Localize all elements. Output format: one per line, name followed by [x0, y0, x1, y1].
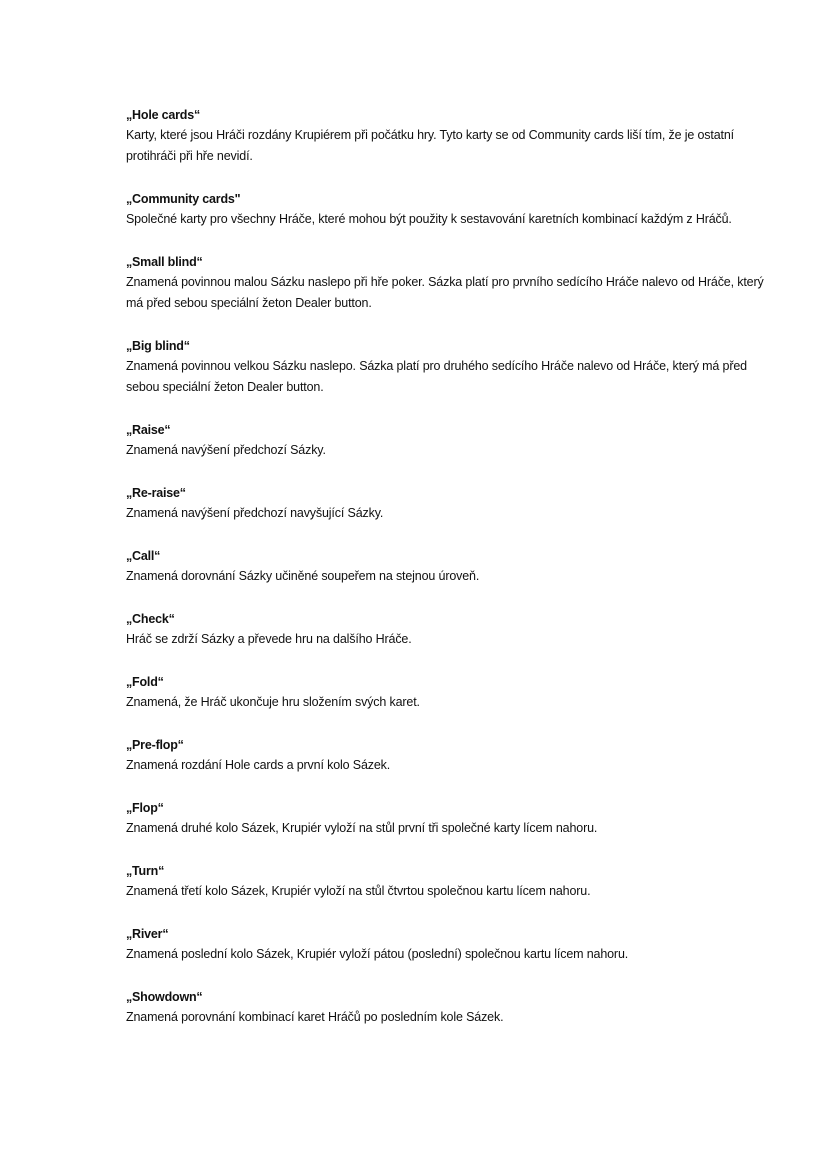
term-heading: „Raise“ [126, 423, 171, 437]
glossary-entry-hole-cards [126, 105, 766, 167]
term-definition: Znamená navýšení předchozí Sázky. [126, 443, 326, 457]
glossary-entry-call [126, 546, 766, 587]
term-definition: Znamená navýšení předchozí navyšující Sázky. [126, 506, 384, 520]
term-heading: „Small blind“ [126, 255, 203, 269]
term-definition: Znamená dorovnání Sázky učiněné soupeřem na stejnou úroveň. [126, 569, 480, 583]
term-definition: Znamená povinnou malou Sázku naslepo při hře poker. Sázka platí pro prvního sedícího Hráče nalevo od Hráče, který má před sebou speciální žeton Dealer button. [126, 275, 764, 310]
term-heading: „Pre-flop“ [126, 738, 184, 752]
term-definition: Znamená povinnou velkou Sázku naslepo. Sázka platí pro druhého sedícího Hráče nalevo od Hráče, který má před sebou speciální žeton Dealer button. [126, 359, 747, 394]
term-definition: Znamená druhé kolo Sázek, Krupiér vyloží na stůl první tři společné karty lícem nahoru. [126, 821, 598, 835]
term-heading: „Re-raise“ [126, 486, 186, 500]
term-definition: Znamená porovnání kombinací karet Hráčů po posledním kole Sázek. [126, 1010, 504, 1024]
term-definition: Hráč se zdrží Sázky a převede hru na dalšího Hráče. [126, 632, 412, 646]
term-definition: Znamená, že Hráč ukončuje hru složením svých karet. [126, 695, 420, 709]
glossary-entry-river [126, 924, 766, 965]
term-definition: Znamená rozdání Hole cards a první kolo Sázek. [126, 758, 391, 772]
glossary-entry-raise [126, 420, 766, 461]
term-definition: Karty, které jsou Hráči rozdány Krupiérem při počátku hry. Tyto karty se od Community cards liší tím, že je ostatní protihráči při hře nevidí. [126, 128, 734, 163]
term-definition: Společné karty pro všechny Hráče, které mohou být použity k sestavování karetních kombinací každým z Hráčů. [126, 212, 732, 226]
glossary-entry-flop [126, 798, 766, 839]
term-heading: „River“ [126, 927, 169, 941]
glossary-entry-re-raise [126, 483, 766, 524]
term-heading: „Showdown“ [126, 990, 203, 1004]
term-heading: „Check“ [126, 612, 175, 626]
term-heading: „Flop“ [126, 801, 164, 815]
term-definition: Znamená třetí kolo Sázek, Krupiér vyloží na stůl čtvrtou společnou kartu lícem nahoru. [126, 884, 591, 898]
glossary-entry-community-cards [126, 189, 766, 230]
term-heading: „Fold“ [126, 675, 164, 689]
glossary-entry-fold [126, 672, 766, 713]
glossary-entry-check [126, 609, 766, 650]
term-definition: Znamená poslední kolo Sázek, Krupiér vyloží pátou (poslední) společnou kartu lícem nahoru. [126, 947, 629, 961]
glossary-entry-big-blind [126, 336, 766, 398]
document-page [126, 105, 766, 1050]
glossary-entry-showdown [126, 987, 766, 1028]
term-heading: „Community cards" [126, 192, 241, 206]
term-heading: „Call“ [126, 549, 161, 563]
glossary-entry-turn [126, 861, 766, 902]
glossary-entry-pre-flop [126, 735, 766, 776]
term-heading: „Big blind“ [126, 339, 190, 353]
term-heading: „Hole cards“ [126, 108, 201, 122]
term-heading: „Turn“ [126, 864, 165, 878]
glossary-entry-small-blind [126, 252, 766, 314]
